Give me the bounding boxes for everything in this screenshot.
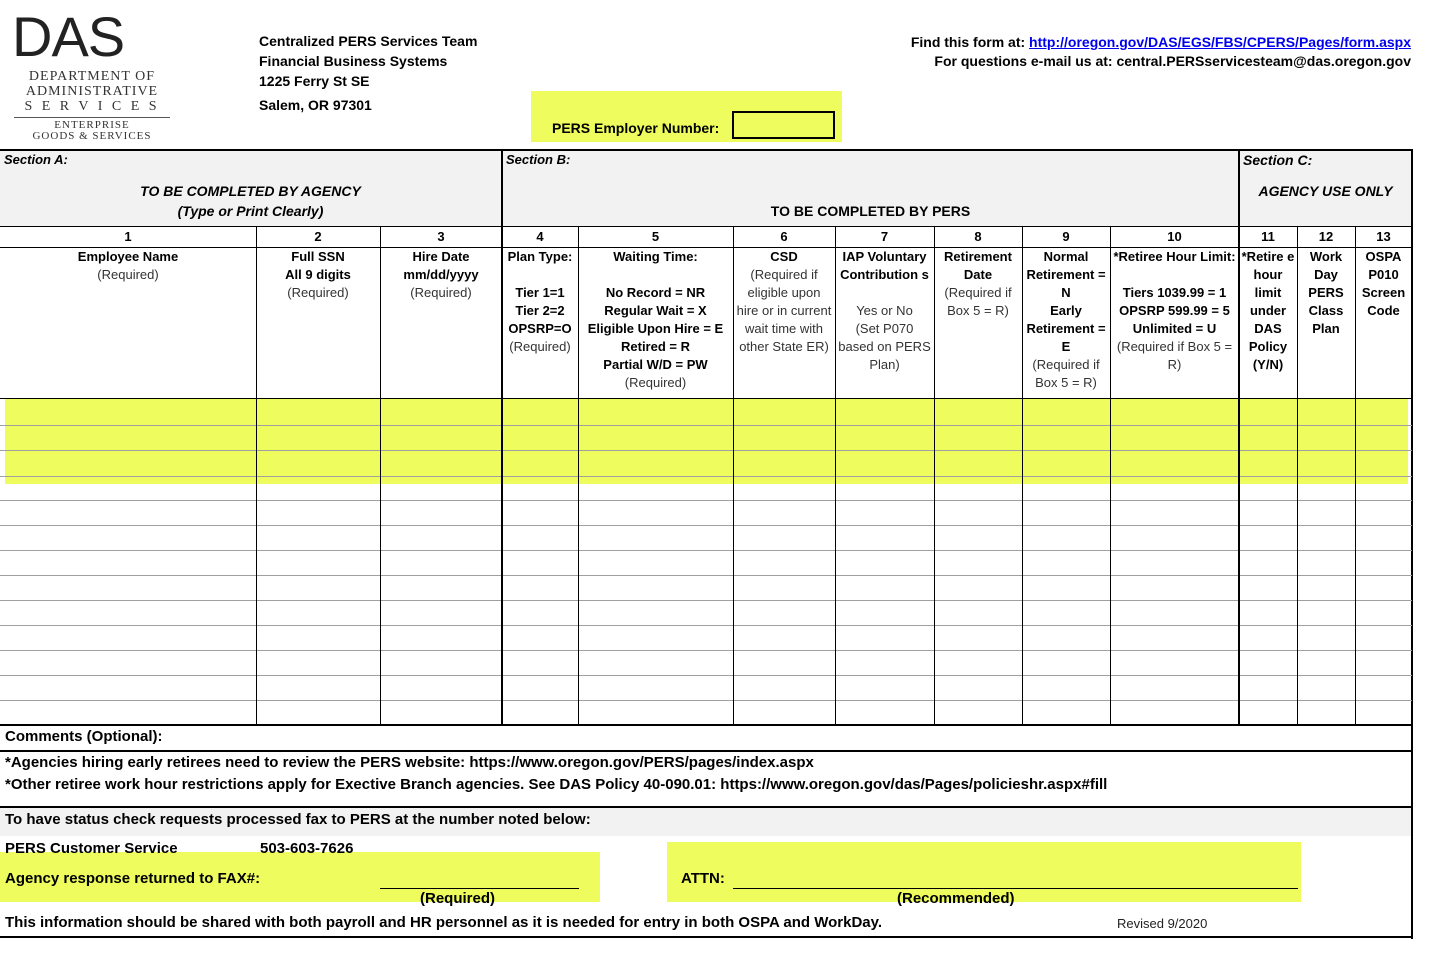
table-cell-col-4[interactable] <box>502 398 578 425</box>
table-cell-col-4[interactable] <box>502 675 578 700</box>
table-cell-col-4[interactable] <box>502 500 578 525</box>
table-cell-col-4[interactable] <box>502 450 578 476</box>
table-cell-col-13[interactable] <box>1355 700 1412 724</box>
table-cell-col-2[interactable] <box>256 550 380 575</box>
column-number-9: 9 <box>1062 229 1070 244</box>
footer-note: This information should be shared with both payroll and HR personnel as it is needed for entry in both OSPA and WorkDay. <box>5 914 883 931</box>
table-cell-col-4[interactable] <box>502 600 578 625</box>
table-cell-col-12[interactable] <box>1297 550 1355 575</box>
column-header-title: Work Day PERS Class Plan <box>1308 249 1344 336</box>
table-cell-col-12[interactable] <box>1297 450 1355 476</box>
table-row <box>0 575 1412 600</box>
table-cell-col-8[interactable] <box>934 650 1022 675</box>
section-b-title: Section B: <box>506 152 571 167</box>
agency-fax-input[interactable] <box>380 869 579 889</box>
table-cell-col-12[interactable] <box>1297 476 1355 500</box>
column-number-11: 11 <box>1261 229 1275 244</box>
table-cell-col-1[interactable] <box>0 476 256 500</box>
section-c-title: Section C: <box>1243 152 1313 168</box>
table-cell-col-13[interactable] <box>1355 550 1412 575</box>
column-divider <box>256 227 257 725</box>
table-cell-col-11[interactable] <box>1239 575 1297 600</box>
table-cell-col-13[interactable] <box>1355 675 1412 700</box>
table-cell-col-10[interactable] <box>1110 700 1239 724</box>
table-cell-col-4[interactable] <box>502 575 578 600</box>
column-header-8 <box>936 248 1020 398</box>
table-cell-col-6[interactable] <box>733 476 835 500</box>
column-header-note: (Required) <box>410 285 472 300</box>
column-header-note: (Required) <box>287 285 349 300</box>
table-cell-col-4[interactable] <box>502 525 578 550</box>
attn-label: ATTN: <box>681 870 725 887</box>
column-header-title: Normal Retirement = N Early Retirement = E <box>1026 249 1106 354</box>
table-cell-col-7[interactable] <box>835 425 934 450</box>
column-header-note: (Required if Box 5 = R) <box>1032 357 1100 390</box>
table-cell-col-9[interactable] <box>1022 450 1110 476</box>
table-cell-col-9[interactable] <box>1022 398 1110 425</box>
table-cell-col-2[interactable] <box>256 625 380 650</box>
column-divider <box>501 227 503 725</box>
column-divider <box>1022 227 1023 725</box>
table-cell-col-11[interactable] <box>1239 675 1297 700</box>
table-cell-col-10[interactable] <box>1110 550 1239 575</box>
column-divider <box>835 227 836 725</box>
column-number-5: 5 <box>651 229 660 244</box>
column-number-4: 4 <box>536 229 544 244</box>
table-cell-col-2[interactable] <box>256 525 380 550</box>
table-cell-col-7[interactable] <box>835 476 934 500</box>
table-cell-col-3[interactable] <box>380 425 502 450</box>
table-cell-col-1[interactable] <box>0 600 256 625</box>
table-cell-col-8[interactable] <box>934 625 1022 650</box>
table-cell-col-2[interactable] <box>256 476 380 500</box>
table-cell-col-4[interactable] <box>502 425 578 450</box>
table-cell-col-7[interactable] <box>835 525 934 550</box>
table-cell-col-3[interactable] <box>380 500 502 525</box>
table-cell-col-1[interactable] <box>0 500 256 525</box>
team-name: Centralized PERS Services Team <box>259 33 478 49</box>
agency-fax-label: Agency response returned to FAX#: <box>5 870 261 887</box>
city-address: Salem, OR 97301 <box>259 97 372 113</box>
logo-line-1: DEPARTMENT OF <box>28 69 156 84</box>
table-cell-col-2[interactable] <box>256 500 380 525</box>
column-divider <box>1110 227 1111 725</box>
table-cell-col-3[interactable] <box>380 600 502 625</box>
table-row <box>0 650 1412 675</box>
table-cell-col-9[interactable] <box>1022 650 1110 675</box>
table-cell-col-13[interactable] <box>1355 625 1412 650</box>
table-cell-col-13[interactable] <box>1355 600 1412 625</box>
column-header-title: Hire Date mm/dd/yyyy <box>403 249 479 282</box>
table-cell-col-10[interactable] <box>1110 675 1239 700</box>
column-header-title: *Retiree Hour Limit: Tiers 1039.99 = 1 OPSRP 599.99 = 5 Unlimited = U <box>1113 249 1236 336</box>
table-cell-col-8[interactable] <box>934 600 1022 625</box>
table-cell-col-11[interactable] <box>1239 525 1297 550</box>
table-cell-col-13[interactable] <box>1355 500 1412 525</box>
comment-line-2: *Other retiree work hour restrictions apply for Exective Branch agencies. See DAS Policy 40-090.01: https://www.oregon.gov/das/Pages/policieshr.aspx#fill <box>5 776 1108 793</box>
table-cell-col-11[interactable] <box>1239 550 1297 575</box>
table-cell-col-5[interactable] <box>578 525 733 550</box>
table-cell-col-4[interactable] <box>502 650 578 675</box>
logo-das-text: DAS <box>12 5 125 68</box>
table-cell-col-10[interactable] <box>1110 625 1239 650</box>
table-cell-col-6[interactable] <box>733 575 835 600</box>
table-cell-col-6[interactable] <box>733 450 835 476</box>
find-form-label: Find this form at: <box>910 34 1030 50</box>
find-form-line <box>911 32 1411 52</box>
table-cell-col-2[interactable] <box>256 650 380 675</box>
table-cell-col-7[interactable] <box>835 500 934 525</box>
column-number-10: 10 <box>1167 229 1182 244</box>
table-row <box>0 425 1412 450</box>
column-number-8: 8 <box>974 229 982 244</box>
fax-required-note: (Required) <box>420 890 495 907</box>
table-cell-col-8[interactable] <box>934 398 1022 425</box>
column-header-2 <box>258 248 378 398</box>
table-cell-col-12[interactable] <box>1297 600 1355 625</box>
table-cell-col-1[interactable] <box>0 398 256 425</box>
table-cell-col-11[interactable] <box>1239 700 1297 724</box>
table-cell-col-1[interactable] <box>0 450 256 476</box>
table-cell-col-3[interactable] <box>380 650 502 675</box>
table-cell-col-1[interactable] <box>0 525 256 550</box>
table-cell-col-9[interactable] <box>1022 600 1110 625</box>
section-a-subtitle: TO BE COMPLETED BY AGENCY <box>140 183 361 199</box>
column-number-7: 7 <box>880 229 889 244</box>
pers-cs-phone: 503-603-7626 <box>260 840 354 857</box>
table-cell-col-12[interactable] <box>1297 650 1355 675</box>
logo-line-3: S E R V I C E S <box>24 99 160 114</box>
email-line: For questions e-mail us at: central.PERSservicesteam@das.oregon.gov <box>934 53 1411 69</box>
section-a-title: Section A: <box>4 152 68 167</box>
table-cell-col-2[interactable] <box>256 700 380 724</box>
logo-line-2: ADMINISTRATIVE <box>25 84 159 99</box>
table-cell-col-12[interactable] <box>1297 675 1355 700</box>
table-cell-col-3[interactable] <box>380 575 502 600</box>
table-cell-col-7[interactable] <box>835 700 934 724</box>
table-row <box>0 476 1412 500</box>
section-b-subtitle: TO BE COMPLETED BY PERS <box>770 203 971 219</box>
table-cell-col-6[interactable] <box>733 600 835 625</box>
column-header-1 <box>2 248 254 398</box>
column-header-note: (Required if eligible upon hire or in current wait time with other State ER) <box>736 267 832 354</box>
column-header-7 <box>837 248 932 398</box>
comment-line-1: *Agencies hiring early retirees need to review the PERS website: https://www.oregon.gov/PERS/pages/index.aspx <box>5 754 814 771</box>
table-cell-col-2[interactable] <box>256 675 380 700</box>
table-cell-col-9[interactable] <box>1022 575 1110 600</box>
table-cell-col-2[interactable] <box>256 450 380 476</box>
table-cell-col-13[interactable] <box>1355 398 1412 425</box>
table-cell-col-6[interactable] <box>733 550 835 575</box>
column-header-title: IAP Voluntary Contribution s <box>840 249 929 282</box>
table-row <box>0 550 1412 575</box>
table-cell-col-1[interactable] <box>0 650 256 675</box>
table-cell-col-9[interactable] <box>1022 500 1110 525</box>
column-header-10 <box>1112 248 1237 398</box>
table-cell-col-3[interactable] <box>380 625 502 650</box>
table-row <box>0 450 1412 476</box>
table-cell-col-9[interactable] <box>1022 476 1110 500</box>
attn-recommended-note: (Recommended) <box>897 890 1015 907</box>
table-cell-col-8[interactable] <box>934 425 1022 450</box>
table-cell-col-6[interactable] <box>733 675 835 700</box>
table-cell-col-11[interactable] <box>1239 398 1297 425</box>
table-cell-col-11[interactable] <box>1239 600 1297 625</box>
column-header-note: Yes or No (Set P070 based on PERS Plan) <box>838 303 931 372</box>
column-divider <box>1297 227 1298 725</box>
table-cell-col-5[interactable] <box>578 675 733 700</box>
table-row <box>0 398 1412 425</box>
section-c-subtitle: AGENCY USE ONLY <box>1258 183 1393 199</box>
attn-input[interactable] <box>733 869 1298 889</box>
table-row <box>0 525 1412 550</box>
column-header-title: CSD <box>770 249 798 264</box>
table-cell-col-7[interactable] <box>835 575 934 600</box>
table-cell-col-12[interactable] <box>1297 525 1355 550</box>
logo-line-4: ENTERPRISE <box>54 119 130 131</box>
table-cell-col-5[interactable] <box>578 500 733 525</box>
table-cell-col-5[interactable] <box>578 425 733 450</box>
column-header-title: Employee Name <box>77 249 179 264</box>
table-cell-col-5[interactable] <box>578 600 733 625</box>
table-cell-col-11[interactable] <box>1239 476 1297 500</box>
column-header-3 <box>382 248 500 398</box>
column-header-title: Retirement Date <box>944 249 1012 282</box>
column-divider <box>380 227 381 725</box>
table-cell-col-8[interactable] <box>934 450 1022 476</box>
table-cell-col-3[interactable] <box>380 525 502 550</box>
employer-number-label: PERS Employer Number: <box>552 120 720 136</box>
table-row <box>0 625 1412 650</box>
table-row <box>0 600 1412 625</box>
logo-line-5: GOODS & SERVICES <box>32 130 152 142</box>
table-cell-col-1[interactable] <box>0 575 256 600</box>
table-cell-col-10[interactable] <box>1110 450 1239 476</box>
pers-cs-label: PERS Customer Service <box>5 840 178 857</box>
table-cell-col-8[interactable] <box>934 700 1022 724</box>
table-cell-col-12[interactable] <box>1297 398 1355 425</box>
table-row <box>0 500 1412 525</box>
column-number-1: 1 <box>124 229 132 244</box>
table-cell-col-2[interactable] <box>256 600 380 625</box>
table-cell-col-13[interactable] <box>1355 425 1412 450</box>
column-header-title: Plan Type: Tier 1=1 Tier 2=2 OPSRP=O <box>507 249 573 336</box>
table-cell-col-3[interactable] <box>380 450 502 476</box>
table-cell-col-10[interactable] <box>1110 476 1239 500</box>
table-cell-col-10[interactable] <box>1110 575 1239 600</box>
comments-label: Comments (Optional): <box>5 728 163 745</box>
table-cell-col-6[interactable] <box>733 398 835 425</box>
table-cell-col-5[interactable] <box>578 650 733 675</box>
table-cell-col-11[interactable] <box>1239 625 1297 650</box>
column-header-6 <box>735 248 833 398</box>
table-cell-col-7[interactable] <box>835 600 934 625</box>
fax-instruction: To have status check requests processed fax to PERS at the number noted below: <box>5 811 591 828</box>
table-cell-col-11[interactable] <box>1239 425 1297 450</box>
table-cell-col-5[interactable] <box>578 476 733 500</box>
table-cell-col-6[interactable] <box>733 525 835 550</box>
table-cell-col-7[interactable] <box>835 450 934 476</box>
table-cell-col-9[interactable] <box>1022 550 1110 575</box>
table-cell-col-10[interactable] <box>1110 398 1239 425</box>
column-header-title: OSPA P010 Screen Code <box>1361 249 1406 318</box>
dept-name: Financial Business Systems <box>259 53 448 69</box>
column-divider <box>934 227 935 725</box>
table-cell-col-7[interactable] <box>835 675 934 700</box>
table-cell-col-5[interactable] <box>578 398 733 425</box>
table-cell-col-1[interactable] <box>0 700 256 724</box>
column-header-title: *Retire e hour limit under DAS Policy (Y/N) <box>1241 249 1295 372</box>
table-cell-col-10[interactable] <box>1110 650 1239 675</box>
table-cell-col-3[interactable] <box>380 675 502 700</box>
table-cell-col-6[interactable] <box>733 650 835 675</box>
table-cell-col-4[interactable] <box>502 700 578 724</box>
table-cell-col-8[interactable] <box>934 500 1022 525</box>
table-cell-col-12[interactable] <box>1297 700 1355 724</box>
column-header-13 <box>1357 248 1410 398</box>
table-cell-col-5[interactable] <box>578 450 733 476</box>
table-cell-col-12[interactable] <box>1297 575 1355 600</box>
table-cell-col-9[interactable] <box>1022 425 1110 450</box>
table-cell-col-12[interactable] <box>1297 500 1355 525</box>
column-header-title: Full SSN All 9 digits <box>285 249 351 282</box>
revised-date: Revised 9/2020 <box>1117 916 1208 931</box>
column-header-note: (Required if Box 5 = R) <box>944 285 1012 318</box>
table-cell-col-12[interactable] <box>1297 625 1355 650</box>
column-number-3: 3 <box>437 229 445 244</box>
table-cell-col-1[interactable] <box>0 675 256 700</box>
table-cell-col-1[interactable] <box>0 425 256 450</box>
table-cell-col-11[interactable] <box>1239 450 1297 476</box>
column-divider <box>1355 227 1356 725</box>
table-cell-col-10[interactable] <box>1110 500 1239 525</box>
table-cell-col-11[interactable] <box>1239 500 1297 525</box>
table-cell-col-5[interactable] <box>578 550 733 575</box>
table-cell-col-6[interactable] <box>733 700 835 724</box>
table-cell-col-3[interactable] <box>380 398 502 425</box>
column-header-12 <box>1299 248 1353 398</box>
street-address: 1225 Ferry St SE <box>259 73 370 89</box>
column-header-5 <box>580 248 731 398</box>
table-cell-col-3[interactable] <box>380 476 502 500</box>
table-cell-col-2[interactable] <box>256 575 380 600</box>
table-cell-col-6[interactable] <box>733 425 835 450</box>
column-number-2: 2 <box>314 229 322 244</box>
table-cell-col-8[interactable] <box>934 525 1022 550</box>
table-cell-col-5[interactable] <box>578 625 733 650</box>
table-cell-col-12[interactable] <box>1297 425 1355 450</box>
column-header-9 <box>1024 248 1108 398</box>
table-cell-col-13[interactable] <box>1355 476 1412 500</box>
table-cell-col-7[interactable] <box>835 398 934 425</box>
column-header-title: Waiting Time: No Record = NR Regular Wait = X Eligible Upon Hire = E Retired = R Partial W/D = PW <box>587 249 724 372</box>
table-cell-col-5[interactable] <box>578 700 733 724</box>
table-row <box>0 675 1412 700</box>
table-cell-col-6[interactable] <box>733 500 835 525</box>
table-cell-col-10[interactable] <box>1110 525 1239 550</box>
table-cell-col-4[interactable] <box>502 550 578 575</box>
column-number-6: 6 <box>780 229 788 244</box>
table-cell-col-6[interactable] <box>733 625 835 650</box>
table-cell-col-10[interactable] <box>1110 600 1239 625</box>
table-cell-col-8[interactable] <box>934 575 1022 600</box>
table-cell-col-9[interactable] <box>1022 675 1110 700</box>
table-cell-col-3[interactable] <box>380 700 502 724</box>
table-cell-col-4[interactable] <box>502 625 578 650</box>
table-cell-col-10[interactable] <box>1110 425 1239 450</box>
column-header-note: (Required) <box>97 267 159 282</box>
table-cell-col-13[interactable] <box>1355 525 1412 550</box>
employer-number-input[interactable] <box>732 111 835 139</box>
column-header-4 <box>504 248 576 398</box>
column-number-13: 13 <box>1376 229 1391 244</box>
table-cell-col-11[interactable] <box>1239 650 1297 675</box>
table-cell-col-2[interactable] <box>256 398 380 425</box>
column-header-note: (Required if Box 5 = R) <box>1116 339 1233 372</box>
table-cell-col-9[interactable] <box>1022 625 1110 650</box>
table-cell-col-7[interactable] <box>835 625 934 650</box>
table-cell-col-4[interactable] <box>502 476 578 500</box>
column-header-11 <box>1241 248 1295 398</box>
table-cell-col-8[interactable] <box>934 675 1022 700</box>
table-cell-col-13[interactable] <box>1355 450 1412 476</box>
table-cell-col-5[interactable] <box>578 575 733 600</box>
column-header-note: (Required) <box>624 375 687 390</box>
table-cell-col-7[interactable] <box>835 550 934 575</box>
form-url-link[interactable]: http://oregon.gov/DAS/EGS/FBS/CPERS/Pages/form.aspx <box>1029 34 1411 50</box>
column-divider <box>733 227 734 725</box>
table-row <box>0 700 1412 724</box>
table-cell-col-8[interactable] <box>934 476 1022 500</box>
table-cell-col-7[interactable] <box>835 650 934 675</box>
column-divider <box>578 227 579 725</box>
table-cell-col-13[interactable] <box>1355 650 1412 675</box>
table-cell-col-1[interactable] <box>0 625 256 650</box>
table-cell-col-3[interactable] <box>380 550 502 575</box>
section-a-note: (Type or Print Clearly) <box>177 203 324 219</box>
table-cell-col-2[interactable] <box>256 425 380 450</box>
table-cell-col-8[interactable] <box>934 550 1022 575</box>
column-header-note: (Required) <box>509 339 571 354</box>
table-cell-col-9[interactable] <box>1022 525 1110 550</box>
column-number-12: 12 <box>1318 229 1334 244</box>
table-cell-col-1[interactable] <box>0 550 256 575</box>
table-cell-col-13[interactable] <box>1355 575 1412 600</box>
table-cell-col-9[interactable] <box>1022 700 1110 724</box>
